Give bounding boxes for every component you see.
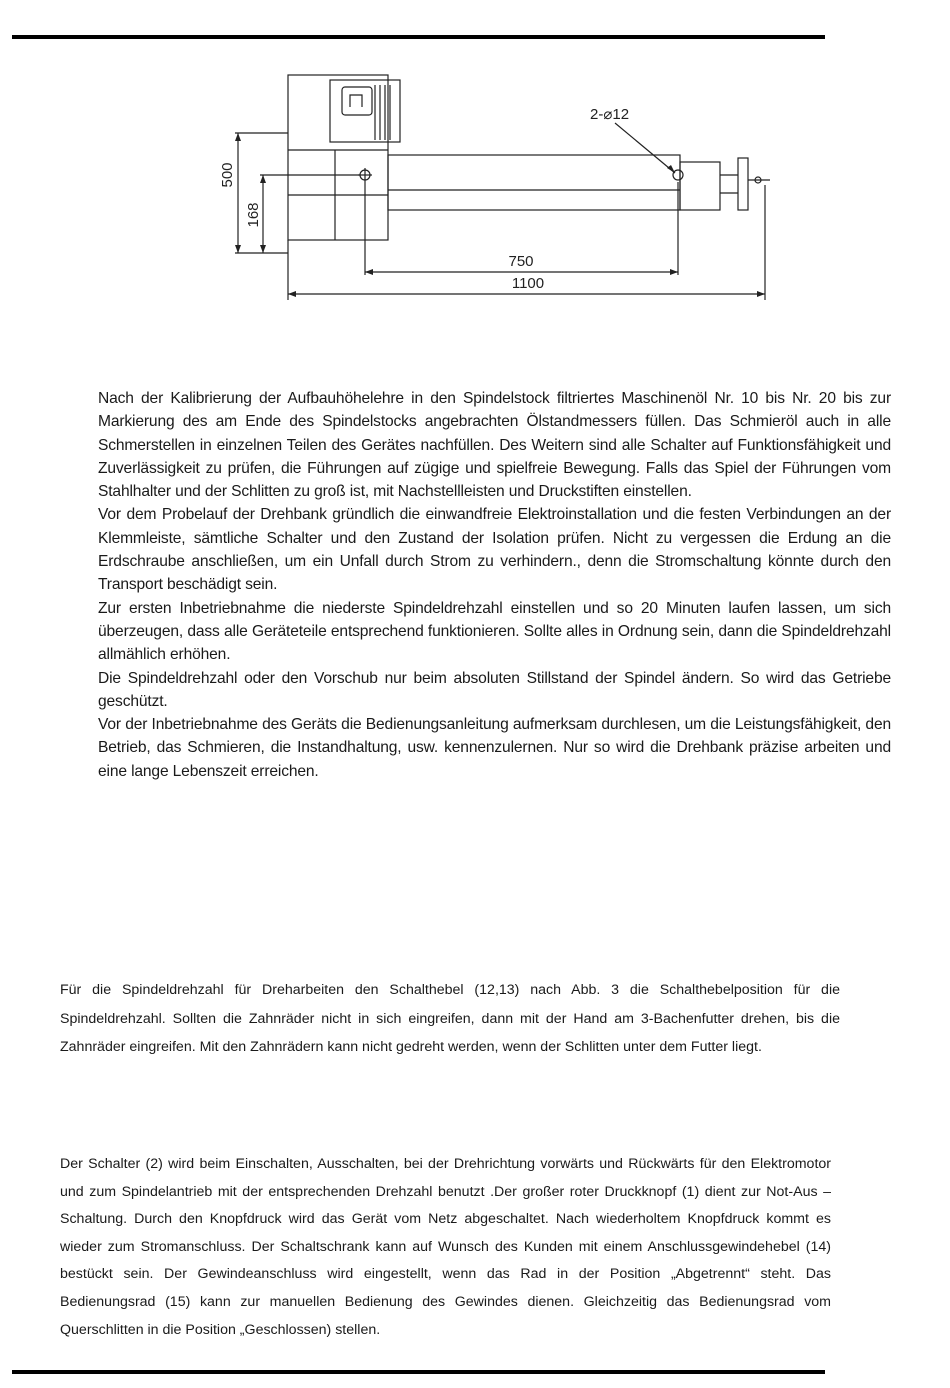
lathe-dimension-drawing [210, 55, 790, 315]
paragraph-switches: Der Schalter (2) wird beim Einschalten, Ausschalten, bei der Drehrichtung vorwärts und Rückwärts für den Elektromotor und zum Spindelantrieb mit der entsprechenden Drehzahl benutzt .Der großer roter Druckknopf (1) dient zur Not-Aus – Schaltung. Durch den Knopfdruck wird das Gerät vom Netz abgeschaltet. Nach wiederholtem Knopfdruck kommt es wieder zum Stromanschluss. Der Schaltschrank kann auf Wunsch des Kunden mit einem Anschlussgewindehebel (14) bestückt sein. Der Gewindeanschluss wird eingestellt, wenn das Rad in der Position „Abgetrennt“ steht. Das Bedienungsrad (15) kann zur manuellen Bedienung des Gewindes dienen. Gleichzeitig das Bedienungsrad vom Querschlitten in die Position „Geschlossen) stellen. [60, 1156, 831, 1338]
instructions-block-spindle-speed [60, 976, 840, 1062]
paragraph-first-run: Zur ersten Inbetriebnahme die niederste Spindeldrehzahl einstellen und so 20 Minuten laufen lassen, um sich überzeugen, dass alle Geräteteile entsprechend funktionieren. Sollte alles in Ordnung sein, dann die Spindeldrehzahl allmählich erhöhen. [98, 599, 891, 664]
technical-drawing [210, 55, 790, 315]
dim-height-total: 500 [219, 162, 236, 188]
tailstock-outline [680, 162, 720, 210]
lathe-bed-outline [388, 155, 680, 210]
headstock-outline [288, 75, 388, 240]
paragraph-read-manual: Vor der Inbetriebnahme des Geräts die Bedienungsanleitung aufmerksam durchlesen, um die Leistungsfähigkeit, den Betrieb, das Schmieren, die Instandhaltung, usw. kennenzulernen. Nur so wird die Drehbank präzise arbeiten und eine lange Lebenszeit erreichen. [98, 716, 891, 780]
dim-length-total: 1100 [511, 275, 545, 292]
instructions-block-switches [60, 1151, 831, 1344]
paragraph-electrical-check: Vor dem Probelauf der Drehbank gründlich die einwandfreie Elektroinstallation und die festen Verbindungen an der Klemmleiste, sämtliche Schalter und den Zustand der Isolation prüfen. Nicht zu vergessen die Erdung an die Erdschraube anschließen, um ein Unfall durch Strom zu verhindern., denn die Stromschaltung könnte durch den Transport beschädigt sein. [98, 506, 891, 594]
paragraph-speed-change: Die Spindeldrehzahl oder den Vorschub nur beim absoluten Stillstand der Spindel ändern. So wird das Getriebe geschützt. [98, 669, 891, 710]
instructions-block-startup [98, 387, 891, 783]
bottom-rule [12, 1370, 825, 1374]
paragraph-spindle-speed: Für die Spindeldrehzahl für Dreharbeiten den Schalthebel (12,13) nach Abb. 3 die Schalthebelposition für die Spindeldrehzahl. Sollten die Zahnräder nicht in sich eingreifen, dann mit der Hand am 3-Bachenfutter drehen, bis die Zahnräder eingreifen. Mit den Zahnrädern kann nicht gedreht werden, wenn der Schlitten unter dem Futter liegt. [60, 982, 840, 1055]
top-rule [12, 35, 825, 39]
paragraph-lubrication: Nach der Kalibrierung der Aufbauhöhelehre in den Spindelstock filtriertes Maschinenöl Nr. 10 bis Nr. 20 bis zur Markierung des am Ende des Spindelstocks angebrachten Ölstandmessers füllen. Das Schmieröl auch in alle Schmerstellen in einzelnen Teilen des Gerätes nachfüllen. Des Weitern sind alle Schalter auf Funktionsfähigkeit und Zuverlässigkeit zu prüfen, die Führungen auf zügige und spielfreie Bewegung. Falls das Spiel der Führungen vom Stahlhalter und der Schlitten zu groß ist, mit Nachstellleisten und Druckstiften einstellen. [98, 390, 891, 501]
dim-holes: 2-⌀12 [590, 106, 630, 123]
dim-length-inner: 750 [508, 253, 534, 270]
dim-height-axis: 168 [245, 202, 262, 228]
